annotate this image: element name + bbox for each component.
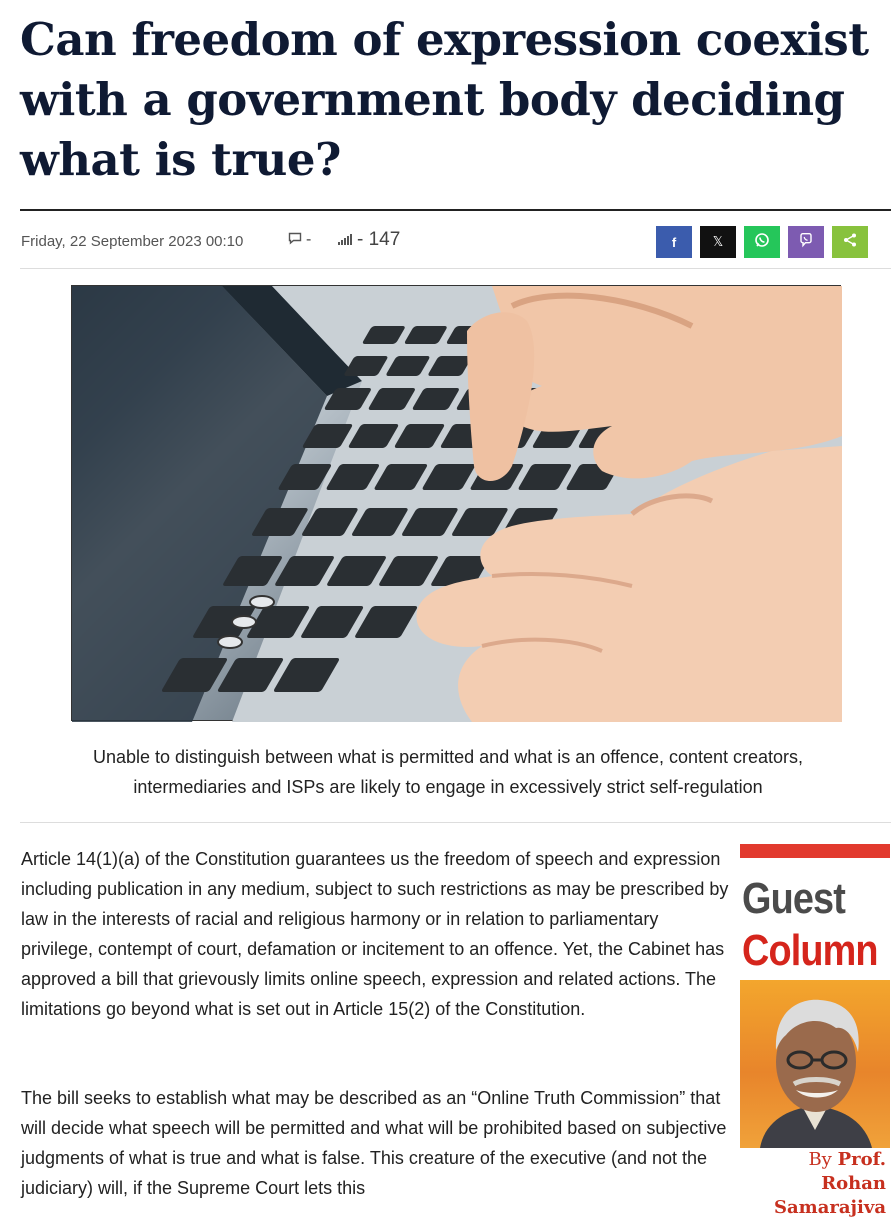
publish-date: Friday, 22 September 2023 00:10	[21, 233, 244, 250]
comment-count-value: -	[306, 231, 312, 248]
x-icon: 𝕏	[712, 234, 724, 249]
signal-bars-icon	[338, 229, 352, 251]
share-icon	[842, 232, 858, 253]
article-meta	[20, 226, 891, 260]
guest-column-badge	[740, 844, 890, 1218]
share-whatsapp-button[interactable]	[744, 226, 780, 258]
guest-column-word-guest: Guest	[742, 874, 845, 923]
share-generic-button[interactable]	[832, 226, 868, 258]
article-paragraph: The bill seeks to establish what may be described as an “Online Truth Commission” that will decide what speech will be permitted and what will be prohibited based on subjective judgments of what is true and what is false. This creature of the executive (and not the judiciary) will, if the Supreme Court lets this	[21, 1088, 727, 1198]
meta-divider	[20, 268, 891, 269]
viber-icon	[798, 232, 814, 253]
author-portrait	[740, 980, 890, 1148]
author-name-last: Samarajiva	[774, 1197, 886, 1218]
view-count-value: - 147	[357, 229, 401, 250]
article-photo-typing-keyboard	[71, 285, 841, 721]
share-x-button[interactable]	[700, 226, 736, 258]
photo-caption: Unable to distinguish between what is permitted and what is an offence, content creators, intermediaries and ISPs are likely to engage in excessively strict self-regulation	[92, 747, 804, 797]
caption-divider	[20, 822, 891, 823]
author-name-first: Prof. Rohan	[821, 1149, 886, 1194]
comment-icon	[288, 231, 302, 249]
article-paragraph: Article 14(1)(a) of the Constitution guarantees us the freedom of speech and expression including publication in any medium, subject to such restrictions as may be prescribed by law in the interests of racial and religious harmony or in relation to parliamentary privilege, contempt of court, defamation or incitement to an offence. Yet, the Cabinet has approved a bill that grievously limits online speech, expression and related actions. The limitations go beyond what is set out in Article 15(2) of the Constitution.	[21, 849, 729, 1019]
comment-count[interactable]	[288, 231, 311, 249]
whatsapp-icon	[754, 232, 770, 253]
headline-divider	[20, 209, 891, 211]
facebook-icon: f	[671, 234, 677, 250]
author-byline	[740, 1148, 890, 1220]
byline-by: By	[808, 1149, 832, 1170]
article-headline: Can freedom of expression coexist with a government body deciding what is true?	[20, 13, 869, 186]
share-facebook-button[interactable]	[656, 226, 692, 258]
guest-column-word-column: Column	[742, 926, 878, 975]
share-viber-button[interactable]	[788, 226, 824, 258]
view-count	[338, 229, 400, 251]
